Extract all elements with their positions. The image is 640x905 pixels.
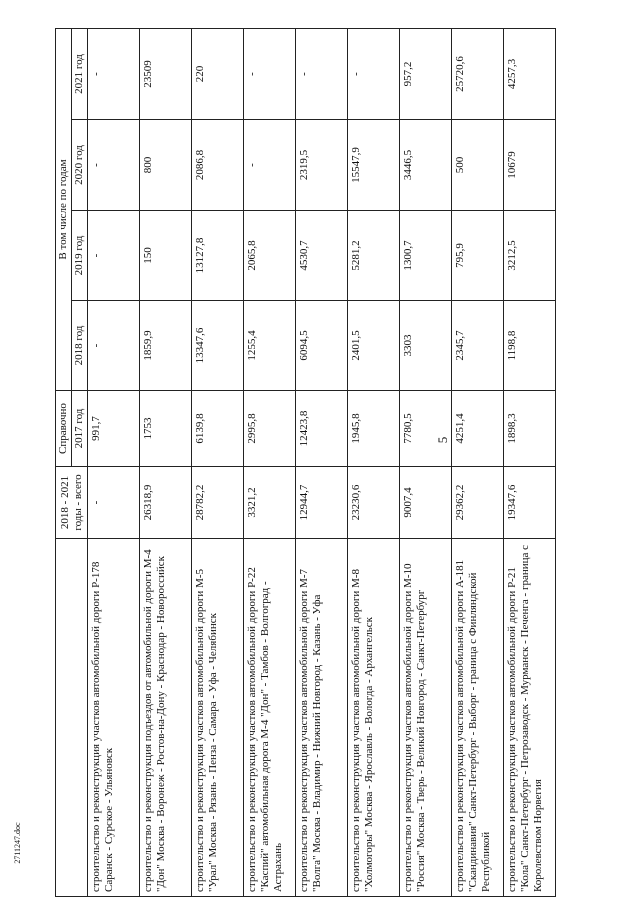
y2019-cell: 3212,5	[504, 211, 556, 301]
header-2019: 2019 год	[72, 211, 88, 301]
y2020-cell: 10679	[504, 120, 556, 211]
y2019-cell: 5281,2	[348, 211, 400, 301]
table-row	[192, 28, 244, 896]
y2019-cell: -	[88, 211, 140, 301]
rotated-table-container	[55, 29, 585, 897]
y2018-cell: 1255,4	[244, 301, 296, 391]
y2021-cell: -	[88, 28, 140, 119]
header-name	[56, 539, 88, 897]
ref2017-cell: 1898,3	[504, 391, 556, 467]
y2018-cell: -	[88, 301, 140, 391]
ref2017-cell: 1945,8	[348, 391, 400, 467]
y2020-cell: 800	[140, 120, 192, 211]
y2019-cell: 13127,8	[192, 211, 244, 301]
road-name: строительство и реконструкция участков автомобильной дороги М-8 "Холмогоры" Москва - Ярославль - Вологда - Архангельск	[348, 539, 400, 897]
y2018-cell: 13347,6	[192, 301, 244, 391]
table-row	[88, 28, 140, 896]
y2021-cell: 957,2	[400, 28, 452, 119]
funding-table	[55, 28, 556, 897]
total-cell: 28782,2	[192, 467, 244, 539]
ref2017-cell: 12423,8	[296, 391, 348, 467]
document-code: 2711247.doc	[13, 822, 22, 864]
road-name: строительство и реконструкция подъездов от автомобильной дороги М-4 "Дон" Москва - Воронеж - Ростов-на-Дону - Краснодар - Новороссийск	[140, 539, 192, 897]
total-cell: 23230,6	[348, 467, 400, 539]
y2021-cell: 25720,6	[452, 28, 504, 119]
road-name: строительство и реконструкция участков автомобильной дороги М-10 "Россия" Москва - Тверь - Великий Новгород - Санкт-Петербург	[400, 539, 452, 897]
y2018-cell: 6094,5	[296, 301, 348, 391]
table-row	[452, 28, 504, 896]
road-name: строительство и реконструкция участков автомобильной дороги М-5 "Урал" Москва - Рязань - Пенза - Самара - Уфа - Челябинск	[192, 539, 244, 897]
y2020-cell: 15547,9	[348, 120, 400, 211]
y2018-cell: 1198,8	[504, 301, 556, 391]
header-reference-group: Справочно	[56, 391, 72, 467]
header-2021: 2021 год	[72, 28, 88, 119]
y2018-cell: 1859,9	[140, 301, 192, 391]
header-total: 2018 - 2021 годы - всего	[56, 467, 88, 539]
y2021-cell: 220	[192, 28, 244, 119]
y2018-cell: 2401,5	[348, 301, 400, 391]
total-cell: -	[88, 467, 140, 539]
table-row	[244, 28, 296, 896]
table-row	[348, 28, 400, 896]
y2021-cell: 23509	[140, 28, 192, 119]
ref2017-cell: 4251,4	[452, 391, 504, 467]
y2020-cell: 2086,8	[192, 120, 244, 211]
table-row	[400, 28, 452, 896]
y2020-cell: 3446,5	[400, 120, 452, 211]
page-number: 5	[435, 436, 450, 444]
header-years-group: В том числе по годам	[56, 28, 72, 390]
table-row	[504, 28, 556, 896]
y2020-cell: 2319,5	[296, 120, 348, 211]
y2019-cell: 2065,8	[244, 211, 296, 301]
y2021-cell: -	[348, 28, 400, 119]
total-cell: 26318,9	[140, 467, 192, 539]
total-cell: 9007,4	[400, 467, 452, 539]
y2019-cell: 4530,7	[296, 211, 348, 301]
y2019-cell: 150	[140, 211, 192, 301]
road-name: строительство и реконструкция участков автомобильной дороги М-7 "Волга" Москва - Владимир - Нижний Новгород - Казань - Уфа	[296, 539, 348, 897]
ref2017-cell: 6139,8	[192, 391, 244, 467]
y2019-cell: 795,9	[452, 211, 504, 301]
road-name: строительство и реконструкция участков автомобильной дороги Р-22 "Каспий" автомобильная дорога М-4 "Дон" - Тамбов - Волгоград - Астрахань	[244, 539, 296, 897]
header-2017: 2017 год	[72, 391, 88, 467]
total-cell: 12944,7	[296, 467, 348, 539]
total-cell: 19347,6	[504, 467, 556, 539]
y2021-cell: -	[296, 28, 348, 119]
y2020-cell: -	[88, 120, 140, 211]
header-2018: 2018 год	[72, 301, 88, 391]
y2018-cell: 3303	[400, 301, 452, 391]
road-name: строительство и реконструкция участков автомобильной дороги Р-21 "Кола" Санкт-Петербург - Петрозаводск - Мурманск - Печенга - граница с Королевством Норвегия	[504, 539, 556, 897]
ref2017-cell: 2995,8	[244, 391, 296, 467]
ref2017-cell: 1753	[140, 391, 192, 467]
table-row	[140, 28, 192, 896]
ref2017-cell: 991,7	[88, 391, 140, 467]
y2018-cell: 2345,7	[452, 301, 504, 391]
y2019-cell: 1300,7	[400, 211, 452, 301]
y2021-cell: 4257,3	[504, 28, 556, 119]
y2020-cell: -	[244, 120, 296, 211]
header-2020: 2020 год	[72, 120, 88, 211]
total-cell: 3321,2	[244, 467, 296, 539]
road-name: строительство и реконструкция участков автомобильной дороги А-181 "Скандинавия" Санкт-Петербург - Выборг - граница с Финляндской Республикой	[452, 539, 504, 897]
road-name: строительство и реконструкция участков автомобильной дороги Р-178 Саранск - Сурское - Ульяновск	[88, 539, 140, 897]
total-cell: 29362,2	[452, 467, 504, 539]
table-row	[296, 28, 348, 896]
y2020-cell: 500	[452, 120, 504, 211]
ref2017-cell: 7780,5	[400, 391, 452, 467]
y2021-cell: -	[244, 28, 296, 119]
